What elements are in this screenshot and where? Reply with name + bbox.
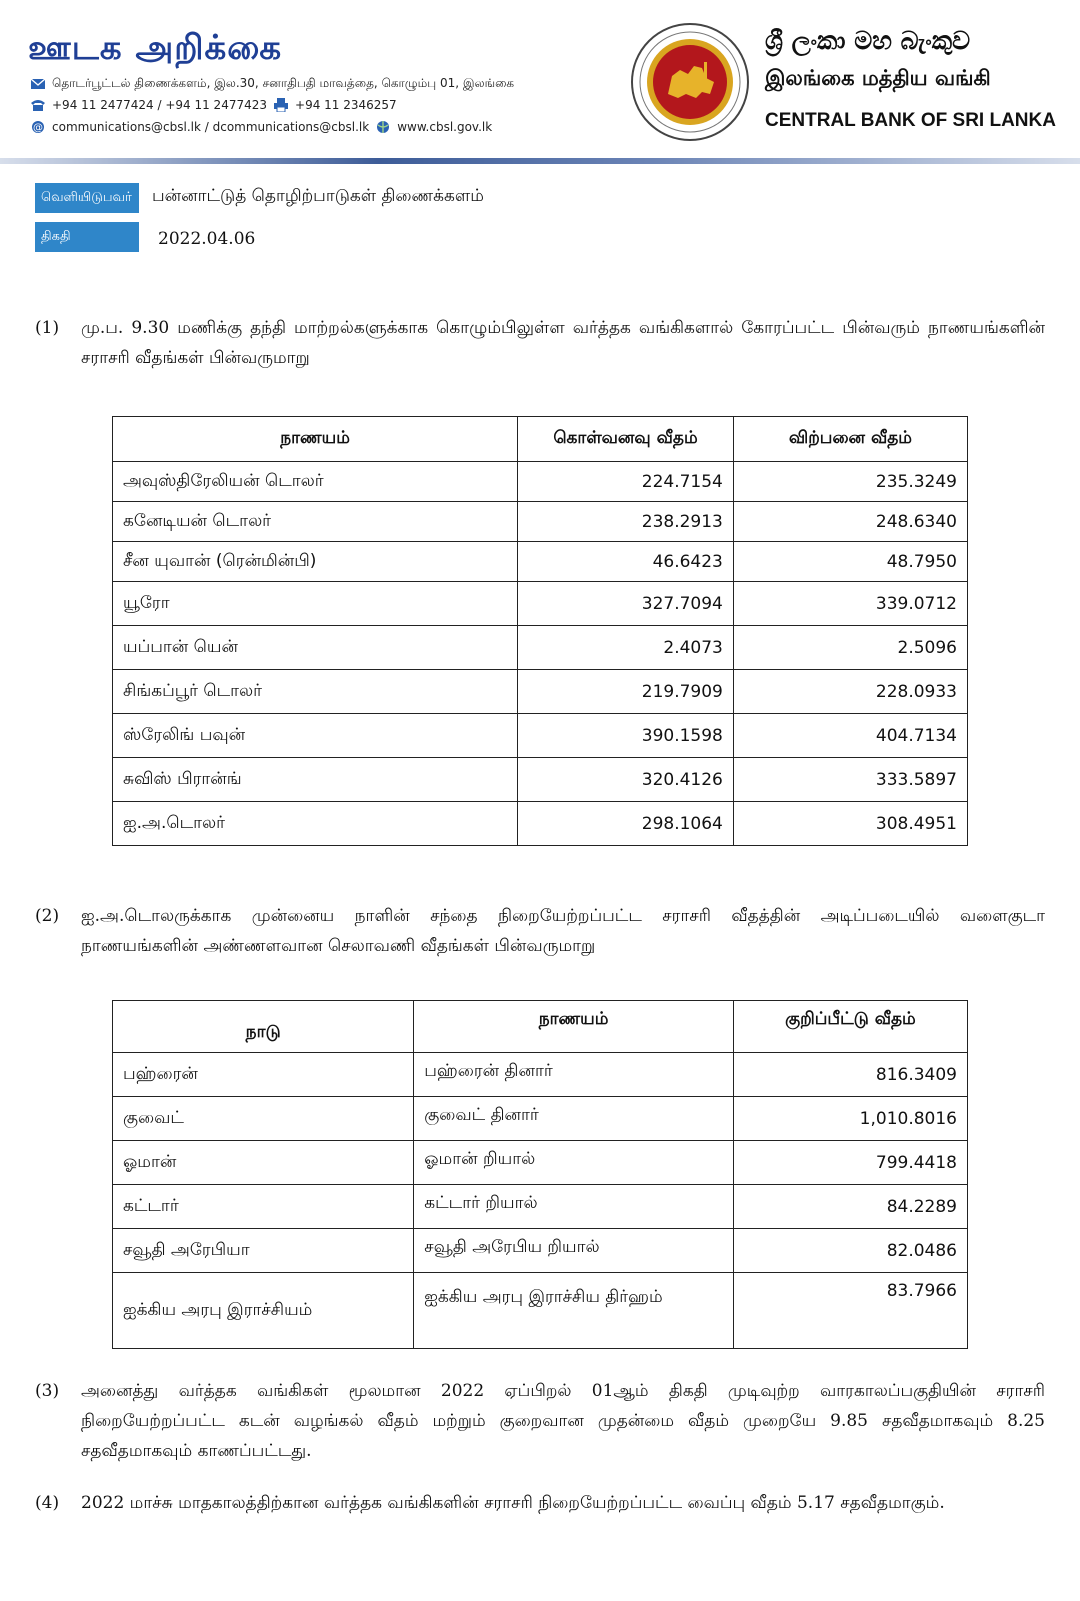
- country-cell: பஹ்ரைன்: [113, 1053, 414, 1097]
- column-header: நாடு: [113, 1001, 414, 1053]
- currency-cell: யப்பான் யென்: [113, 626, 518, 670]
- table-row: [113, 1229, 968, 1273]
- buying-rate-cell: 238.2913: [518, 502, 734, 542]
- currency-cell: கனேடியன் டொலர்: [113, 502, 518, 542]
- press-release-title: ஊடக அறிக்கை: [28, 28, 283, 68]
- table-row: [113, 1141, 968, 1185]
- currency-cell: சுவிஸ் பிரான்ங்: [113, 758, 518, 802]
- paragraph-number: (2): [35, 906, 60, 926]
- table-row: [113, 462, 968, 502]
- selling-rate-cell: 308.4951: [733, 802, 967, 846]
- column-header: விற்பனை வீதம்: [733, 417, 967, 462]
- currency-cell: ஸ்ரேலிங் பவுன்: [113, 714, 518, 758]
- selling-rate-cell: 404.7134: [733, 714, 967, 758]
- globe-icon: [375, 120, 391, 134]
- country-cell: சவூதி அரேபியா: [113, 1229, 414, 1273]
- table-header-row: [113, 1001, 968, 1053]
- table-row: [113, 670, 968, 714]
- indicative-rate-cell: 82.0486: [733, 1229, 967, 1273]
- table-row: [113, 542, 968, 582]
- email-line: [30, 120, 492, 134]
- table-row: [113, 1097, 968, 1141]
- currency-cell: சீன யுவான் (ரென்மின்பி): [113, 542, 518, 582]
- selling-rate-cell: 228.0933: [733, 670, 967, 714]
- table-row: [113, 582, 968, 626]
- currency-cell: குவைட் தினார்: [414, 1097, 734, 1141]
- at-icon: [30, 120, 46, 134]
- address-text: தொடர்பூட்டல் திணைக்களம், இல.30, சனாதிபதி மாவத்தை, கொழும்பு 01, இலங்கை: [52, 76, 515, 90]
- currency-cell: சவூதி அரேபிய றியால்: [414, 1229, 734, 1273]
- date-value: 2022.04.06: [158, 229, 256, 249]
- paragraph-4: [35, 1488, 1045, 1518]
- paragraph-3: [35, 1376, 1045, 1466]
- website-text[interactable]: www.cbsl.gov.lk: [397, 120, 493, 134]
- paragraph-number: (1): [35, 318, 60, 338]
- column-header: குறிப்பீட்டு வீதம்: [733, 1001, 967, 1053]
- currency-cell: யூரோ: [113, 582, 518, 626]
- table-row: [113, 758, 968, 802]
- country-cell: ஐக்கிய அரபு இராச்சியம்: [113, 1273, 414, 1349]
- svg-text:@: @: [33, 122, 43, 134]
- country-cell: குவைட்: [113, 1097, 414, 1141]
- currency-cell: சிங்கப்பூர் டொலர்: [113, 670, 518, 714]
- indicative-rate-cell: 816.3409: [733, 1053, 967, 1097]
- phone-line: [30, 98, 397, 112]
- table-row: [113, 1273, 968, 1349]
- indicative-rate-cell: 799.4418: [733, 1141, 967, 1185]
- currency-cell: அவுஸ்திரேலியன் டொலர்: [113, 462, 518, 502]
- buying-rate-cell: 46.6423: [518, 542, 734, 582]
- selling-rate-cell: 2.5096: [733, 626, 967, 670]
- buying-rate-cell: 390.1598: [518, 714, 734, 758]
- paragraph-1: [35, 313, 1045, 373]
- column-header: நாணயம்: [113, 417, 518, 462]
- country-cell: கட்டார்: [113, 1185, 414, 1229]
- fax-text: +94 11 2346257: [295, 98, 397, 112]
- header-divider: [0, 158, 1080, 164]
- paragraph-text: அனைத்து வர்த்தக வங்கிகள் மூலமான 2022 ஏப்பிறல் 01ஆம் திகதி முடிவுற்ற வாரகாலப்பகுதியின் சராசரி நிறையேற்றப்பட்ட கடன் வழங்கல் வீதம் மற்றும் குறைவான முதன்மை வீதம் முறையே 9.85 சதவீதமாகவும் 8.25 சதவீதமாகவும் காணப்பட்டது.: [81, 1381, 1045, 1461]
- email-text[interactable]: communications@cbsl.lk / dcommunications@cbsl.lk: [52, 120, 370, 134]
- bank-name-tamil: இலங்கை மத்திய வங்கி: [765, 66, 991, 90]
- paragraph-number: (3): [35, 1381, 60, 1401]
- selling-rate-cell: 48.7950: [733, 542, 967, 582]
- buying-rate-cell: 298.1064: [518, 802, 734, 846]
- currency-cell: பஹ்ரைன் தினார்: [414, 1053, 734, 1097]
- table-row: [113, 626, 968, 670]
- paragraph-text: ஐ.அ.டொலருக்காக முன்னைய நாளின் சந்தை நிறையேற்றப்பட்ட சராசரி வீதத்தின் அடிப்படையில் வளைகுடா நாணயங்களின் அண்ணளவான செலாவணி வீதங்கள் பின்வருமாறு: [81, 906, 1045, 956]
- table-row: [113, 502, 968, 542]
- table-row: [113, 714, 968, 758]
- paragraph-number: (4): [35, 1493, 60, 1513]
- indicative-rate-cell: 84.2289: [733, 1185, 967, 1229]
- table-row: [113, 1185, 968, 1229]
- column-header: கொள்வனவு வீதம்: [518, 417, 734, 462]
- issuer-label: வெளியிடுபவர்: [35, 183, 139, 213]
- currency-cell: ஐ.அ.டொலர்: [113, 802, 518, 846]
- buying-rate-cell: 219.7909: [518, 670, 734, 714]
- country-cell: ஓமான்: [113, 1141, 414, 1185]
- exchange-rate-table: [112, 416, 968, 846]
- paragraph-text: மு.ப. 9.30 மணிக்கு தந்தி மாற்றல்களுக்காக கொழும்பிலுள்ள வர்த்தக வங்கிகளால் கோரப்பட்ட பின்வரும் நாணயங்களின் சராசரி வீதங்கள் பின்வருமாறு: [81, 318, 1045, 368]
- table-row: [113, 1053, 968, 1097]
- bank-name-sinhala: ශ්‍රී ලංකා මහ බැංකුව: [765, 26, 971, 55]
- selling-rate-cell: 235.3249: [733, 462, 967, 502]
- table-header-row: [113, 417, 968, 462]
- column-header: நாணயம்: [414, 1001, 734, 1053]
- selling-rate-cell: 333.5897: [733, 758, 967, 802]
- address-line: [30, 76, 514, 92]
- table-row: [113, 802, 968, 846]
- phone-icon: [30, 98, 46, 112]
- currency-cell: ஐக்கிய அரபு இராச்சிய திர்ஹம்: [414, 1273, 734, 1349]
- paragraph-2: [35, 901, 1045, 961]
- currency-cell: கட்டார் றியால்: [414, 1185, 734, 1229]
- buying-rate-cell: 320.4126: [518, 758, 734, 802]
- bank-name-english: CENTRAL BANK OF SRI LANKA: [765, 110, 1056, 131]
- buying-rate-cell: 327.7094: [518, 582, 734, 626]
- date-label: திகதி: [35, 222, 139, 252]
- cbsl-seal-logo: [630, 22, 750, 142]
- indicative-rate-cell: 83.7966: [733, 1273, 967, 1349]
- fax-icon: [273, 98, 289, 112]
- paragraph-text: 2022 மாச்சு மாதகாலத்திற்கான வர்த்தக வங்கிகளின் சராசரி நிறையேற்றப்பட்ட வைப்பு வீதம் 5.17 சதவீதமாகும்.: [81, 1493, 945, 1513]
- buying-rate-cell: 224.7154: [518, 462, 734, 502]
- issuer-value: பன்னாட்டுத் தொழிற்பாடுகள் திணைக்களம்: [152, 186, 484, 206]
- currency-cell: ஓமான் றியால்: [414, 1141, 734, 1185]
- gulf-currency-table: [112, 1000, 968, 1349]
- selling-rate-cell: 339.0712: [733, 582, 967, 626]
- indicative-rate-cell: 1,010.8016: [733, 1097, 967, 1141]
- envelope-icon: [30, 77, 46, 91]
- selling-rate-cell: 248.6340: [733, 502, 967, 542]
- phone-text: +94 11 2477424 / +94 11 2477423: [52, 98, 268, 112]
- buying-rate-cell: 2.4073: [518, 626, 734, 670]
